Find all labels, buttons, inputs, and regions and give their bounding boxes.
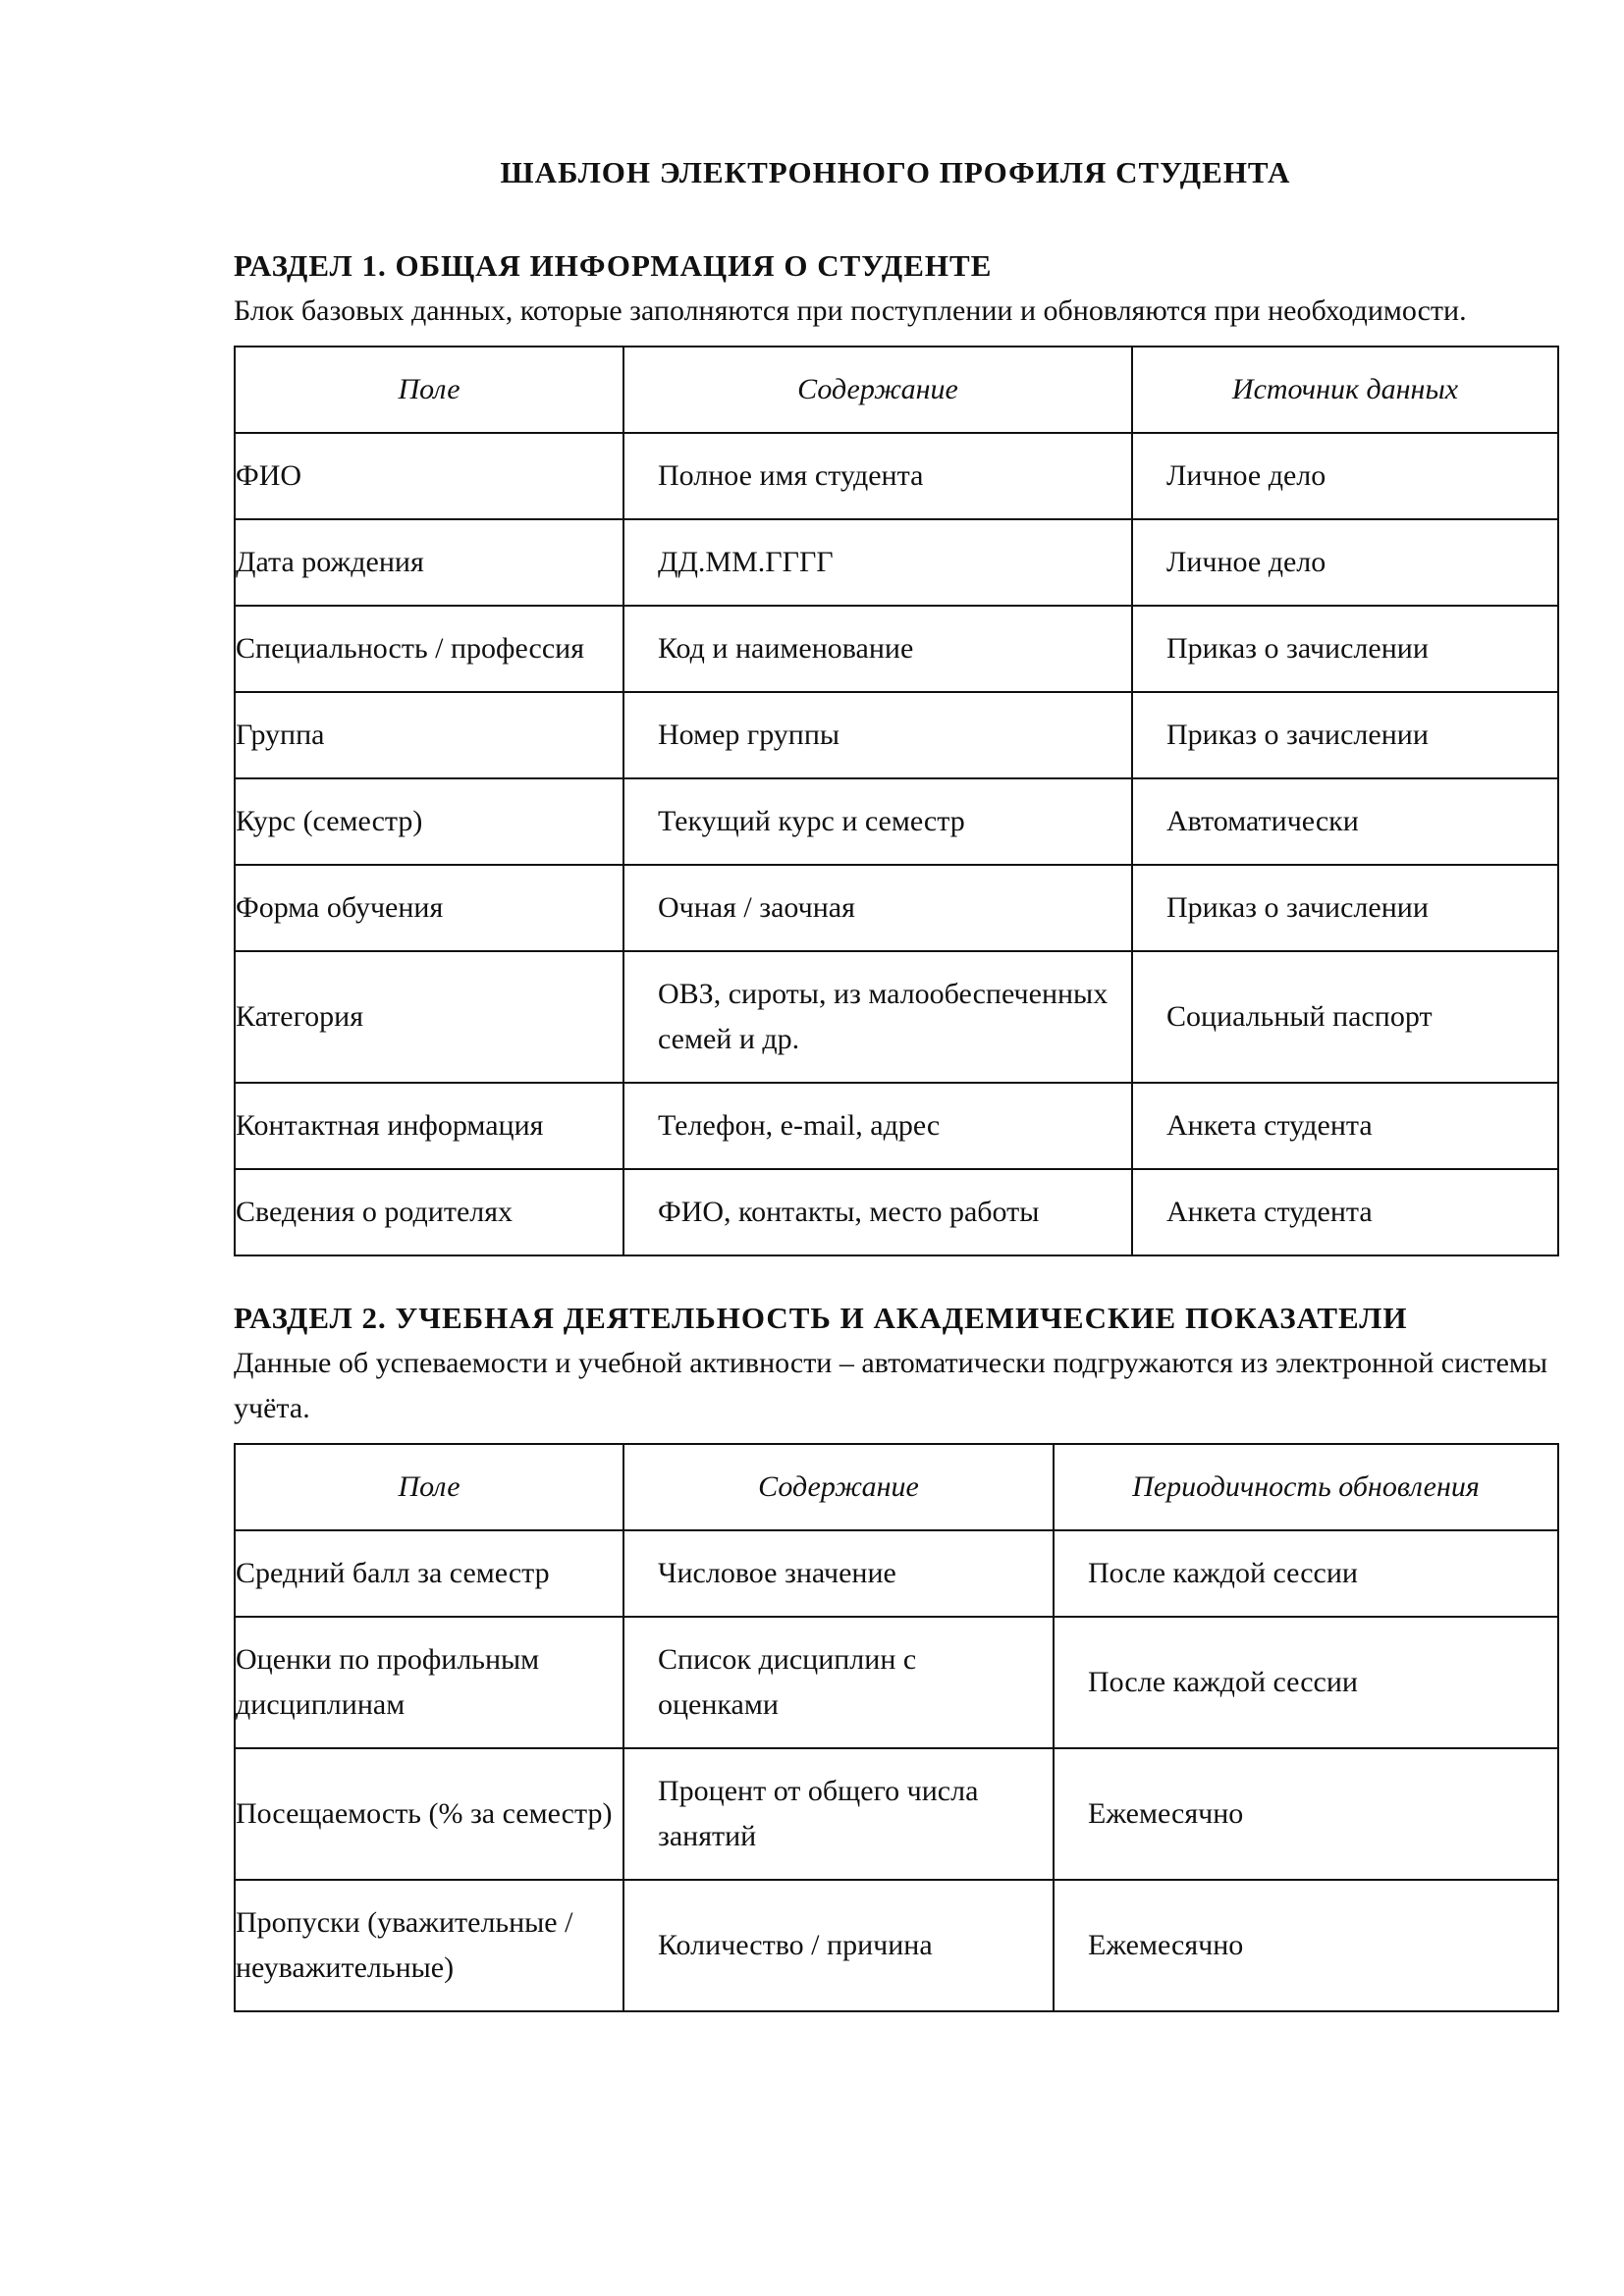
table-cell: Анкета студента (1132, 1083, 1558, 1169)
table-cell: Социальный паспорт (1132, 951, 1558, 1083)
table-row (235, 433, 1558, 519)
column-header-update-frequency: Периодичность обновления (1054, 1444, 1558, 1530)
table-cell: ДД.ММ.ГГГГ (623, 519, 1132, 606)
table-cell: Приказ о зачислении (1132, 865, 1558, 951)
table-cell: Курс (семестр) (235, 778, 623, 865)
table-cell: Полное имя студента (623, 433, 1132, 519)
table-row (235, 1083, 1558, 1169)
table-cell: ОВЗ, сироты, из малообеспеченных семей и др. (623, 951, 1132, 1083)
table-cell: Процент от общего числа занятий (623, 1748, 1054, 1880)
table-cell: Оценки по профильным дисциплинам (235, 1617, 623, 1748)
column-header-content: Содержание (623, 1444, 1054, 1530)
table-cell: Приказ о зачислении (1132, 606, 1558, 692)
table-cell: ФИО (235, 433, 623, 519)
table-header-row (235, 1444, 1558, 1530)
table-cell: ФИО, контакты, место работы (623, 1169, 1132, 1255)
table-row (235, 1880, 1558, 2011)
table-cell: Средний балл за семестр (235, 1530, 623, 1617)
table-cell: Список дисциплин с оценками (623, 1617, 1054, 1748)
table-row (235, 951, 1558, 1083)
document-title: ШАБЛОН ЭЛЕКТРОННОГО ПРОФИЛЯ СТУДЕНТА (500, 155, 1291, 189)
table-row (235, 1169, 1558, 1255)
table-row (235, 606, 1558, 692)
table-row (235, 1617, 1558, 1748)
section-2-title: РАЗДЕЛ 2. УЧЕБНАЯ ДЕЯТЕЛЬНОСТЬ И АКАДЕМИЧЕСКИЕ ПОКАЗАТЕЛИ (234, 1301, 1408, 1335)
table-cell: После каждой сессии (1054, 1530, 1558, 1617)
section-1-description: Блок базовых данных, которые заполняются при поступлении и обновляются при необходимости. (234, 294, 1467, 327)
table-cell: Специальность / профессия (235, 606, 623, 692)
table-row (235, 865, 1558, 951)
table-cell: Группа (235, 692, 623, 778)
document-page (234, 147, 1557, 2012)
table-cell: Очная / заочная (623, 865, 1132, 951)
section-1-title: РАЗДЕЛ 1. ОБЩАЯ ИНФОРМАЦИЯ О СТУДЕНТЕ (234, 248, 993, 283)
table-cell: Ежемесячно (1054, 1880, 1558, 2011)
column-header-content: Содержание (623, 347, 1132, 433)
table-cell: Контактная информация (235, 1083, 623, 1169)
column-header-field: Поле (235, 347, 623, 433)
table-cell: Посещаемость (% за семестр) (235, 1748, 623, 1880)
table-cell: Личное дело (1132, 519, 1558, 606)
table-row (235, 692, 1558, 778)
table-cell: Номер группы (623, 692, 1132, 778)
table-cell: Количество / причина (623, 1880, 1054, 2011)
table-cell: Анкета студента (1132, 1169, 1558, 1255)
table-cell: Числовое значение (623, 1530, 1054, 1617)
academic-performance-table (234, 1443, 1559, 2012)
table-row (235, 1748, 1558, 1880)
table-cell: Код и наименование (623, 606, 1132, 692)
table-row (235, 519, 1558, 606)
table-cell: Автоматически (1132, 778, 1558, 865)
general-info-table (234, 346, 1559, 1256)
table-cell: Категория (235, 951, 623, 1083)
table-cell: Дата рождения (235, 519, 623, 606)
table-cell: Ежемесячно (1054, 1748, 1558, 1880)
table-cell: Пропуски (уважительные / неуважительные) (235, 1880, 623, 2011)
table-cell: После каждой сессии (1054, 1617, 1558, 1748)
table-row (235, 1530, 1558, 1617)
table-row (235, 778, 1558, 865)
section-2-description: Данные об успеваемости и учебной активности – автоматически подгружаются из электронной системы учёта. (234, 1347, 1548, 1424)
table-cell: Сведения о родителях (235, 1169, 623, 1255)
table-cell: Личное дело (1132, 433, 1558, 519)
column-header-source: Источник данных (1132, 347, 1558, 433)
table-cell: Приказ о зачислении (1132, 692, 1558, 778)
table-cell: Текущий курс и семестр (623, 778, 1132, 865)
table-cell: Телефон, e-mail, адрес (623, 1083, 1132, 1169)
column-header-field: Поле (235, 1444, 623, 1530)
section-spacer (234, 1256, 1557, 1296)
table-header-row (235, 347, 1558, 433)
table-cell: Форма обучения (235, 865, 623, 951)
